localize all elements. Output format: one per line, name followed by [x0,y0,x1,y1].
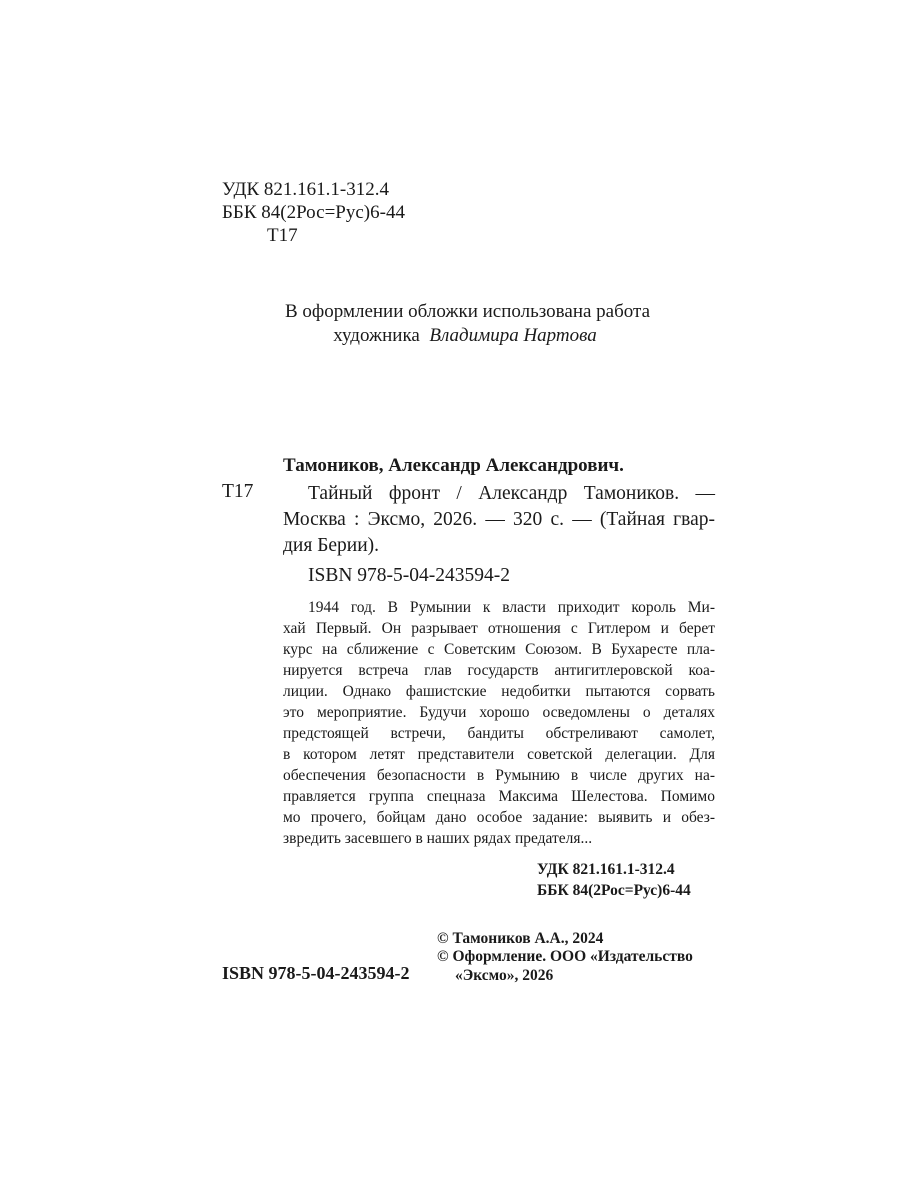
bib-line-2: Москва : Эксмо, 2026. — 320 с. — (Тайная гвар- [283,509,715,530]
author-code-main: Т17 [222,481,254,502]
bbk-code-bottom: ББК 84(2Рос=Рус)6-44 [537,882,691,899]
annotation-line: нируется встреча глав государств антигитлеровской коа- [283,662,715,679]
udk-code-top: УДК 821.161.1-312.4 [222,179,389,200]
annotation-line: обеспечения безопасности в Румынию в числе других на- [283,767,715,784]
bbk-code-top: ББК 84(2Рос=Рус)6-44 [222,202,405,223]
isbn-bottom: ISBN 978-5-04-243594-2 [222,963,410,983]
copyright-design: © Оформление. ООО «Издательство [437,948,693,965]
annotation-line: это мероприятие. Будучи хорошо осведомлены о деталях [283,704,715,721]
annotation-line: мо прочего, бойцам дано особое задание: выявить и обез- [283,809,715,826]
annotation-line: звредить засевшего в наших рядах предателя... [283,830,593,847]
udk-code-bottom: УДК 821.161.1-312.4 [537,861,675,878]
bib-line-1: Тайный фронт / Александр Тамоников. — [308,483,715,504]
annotation-line: 1944 год. В Румынии к власти приходит король Ми- [308,599,715,616]
cover-note-line1: В оформлении обложки использована работа [285,301,650,322]
author-code-top: Т17 [267,225,298,246]
copyright-author: © Тамоников А.А., 2024 [437,930,604,947]
annotation-line: в котором летят представители советской делегации. Для [283,746,715,763]
annotation-line: правляется группа спецназа Максима Шелестова. Помимо [283,788,715,805]
annotation-line: хай Первый. Он разрывает отношения с Гитлером и берет [283,620,715,637]
author-heading: Тамоников, Александр Александрович. [283,455,624,476]
annotation-line: предстоящей встречи, бандиты обстреливают самолет, [283,725,715,742]
isbn-main: ISBN 978-5-04-243594-2 [308,565,511,586]
copyright-publisher: «Эксмо», 2026 [455,967,554,984]
cover-note-prefix: художника [333,325,420,346]
cover-note-line2 [0,324,900,348]
cover-artist-name: Владимира Нартова [429,325,597,346]
annotation-line: лиции. Однако фашистские недобитки пытаются сорвать [283,683,715,700]
bib-line-3: дия Берии). [283,535,380,556]
annotation-line: курс на сближение с Советским Союзом. В Бухаресте пла- [283,641,715,658]
